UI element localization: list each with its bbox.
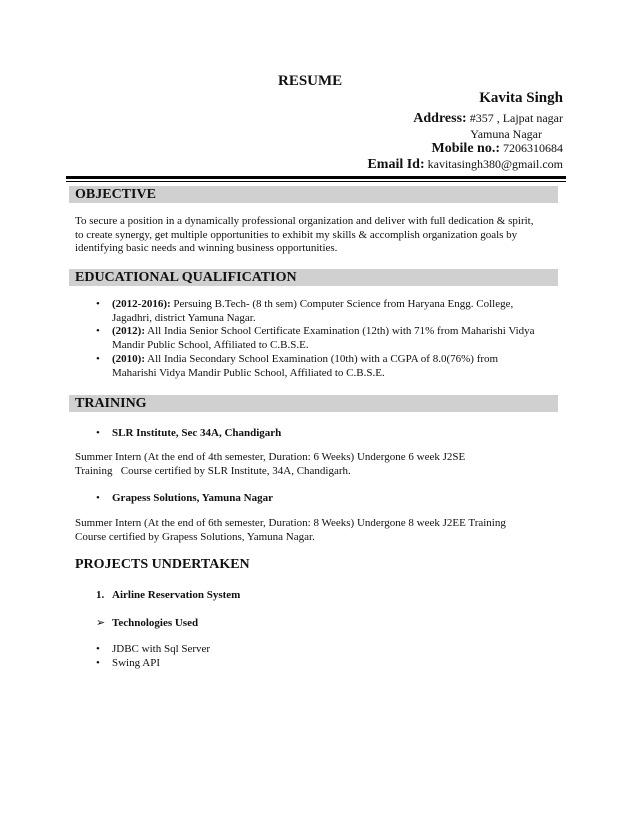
technology-item (96, 643, 561, 657)
objective-line: to create synergy, get multiple opportunities to exhibit my skills & accomplish organization goals by (75, 228, 518, 241)
education-item (96, 325, 561, 352)
mobile-line (432, 141, 563, 157)
address-label: Address: (413, 111, 467, 126)
bullet-icon: • (96, 657, 100, 669)
project-title: Airline Reservation System (112, 589, 241, 601)
training-line: Training Course certified by SLR Institute, 34A, Chandigarh. (75, 464, 351, 477)
technologies-label: Technologies Used (112, 617, 199, 629)
education-detail: All India Secondary School Examination (10th) with a CGPA of 8.0(76%) from (145, 353, 499, 365)
address-value: #357 , Lajpat nagar (466, 111, 563, 125)
technology-name: Swing API (112, 657, 160, 669)
header-divider-thin (66, 181, 566, 182)
bullet-icon: • (96, 325, 100, 337)
email-line (367, 157, 563, 173)
training-institute: SLR Institute, Sec 34A, Chandigarh (112, 427, 282, 439)
document-title: RESUME (278, 73, 343, 89)
training-item-title (96, 427, 561, 441)
address-line-2: Yamuna Nagar (470, 127, 542, 141)
objective-line: To secure a position in a dynamically professional organization and deliver with full dedication & spirit, (75, 215, 534, 227)
training-description (75, 517, 565, 544)
education-period: (2012-2016): (112, 298, 171, 310)
projects-heading: PROJECTS UNDERTAKEN (75, 557, 250, 572)
education-detail: Persuing B.Tech- (8 th sem) Computer Science from Haryana Engg. College, (170, 298, 514, 310)
education-detail-cont: Maharishi Vidya Mandir Public School, Affiliated to C.B.S.E. (112, 366, 385, 379)
education-detail-cont: Jagadhri, district Yamuna Nagar. (112, 311, 256, 324)
objective-text (75, 215, 565, 256)
technology-name: JDBC with Sql Server (112, 643, 211, 655)
training-description (75, 451, 565, 478)
project-item (96, 589, 240, 601)
education-period: (2012): (112, 325, 145, 337)
bullet-icon: • (96, 427, 100, 439)
arrow-bullet-icon: ➢ (96, 617, 106, 629)
bullet-icon: • (96, 492, 100, 504)
training-item-title (96, 492, 561, 506)
training-line: Summer Intern (At the end of 6th semester, Duration: 8 Weeks) Undergone 8 week J2EE Training (75, 517, 506, 529)
technology-item (96, 657, 561, 671)
education-detail-cont: Mandir Public School, Affiliated to C.B.S.E. (112, 338, 309, 351)
header-divider-thick (66, 176, 566, 179)
training-line: Summer Intern (At the end of 4th semester, Duration: 6 Weeks) Undergone 6 week J2SE (75, 451, 466, 463)
objective-heading: OBJECTIVE (69, 186, 558, 203)
project-number: 1. (96, 589, 105, 601)
education-period: (2010): (112, 353, 145, 365)
objective-line: identifying basic needs and winning business opportunities. (75, 242, 338, 254)
education-item (96, 353, 561, 380)
education-detail: All India Senior School Certificate Examination (12th) with 71% from Maharishi Vidya (145, 325, 535, 337)
address-line-1 (413, 111, 563, 127)
mobile-value: 7206310684 (500, 141, 563, 155)
technologies-heading (96, 616, 198, 629)
email-value: kavitasingh380@gmail.com (424, 157, 563, 171)
bullet-icon: • (96, 353, 100, 365)
bullet-icon: • (96, 298, 100, 310)
training-institute: Grapess Solutions, Yamuna Nagar (112, 492, 273, 504)
mobile-label: Mobile no.: (431, 141, 500, 156)
training-heading: TRAINING (69, 395, 558, 412)
candidate-name: Kavita Singh (479, 90, 563, 106)
education-item (96, 298, 561, 325)
bullet-icon: • (96, 643, 100, 655)
education-heading: EDUCATIONAL QUALIFICATION (69, 269, 558, 286)
training-line: Course certified by Grapess Solutions, Yamuna Nagar. (75, 530, 315, 543)
email-label: Email Id: (367, 157, 425, 172)
